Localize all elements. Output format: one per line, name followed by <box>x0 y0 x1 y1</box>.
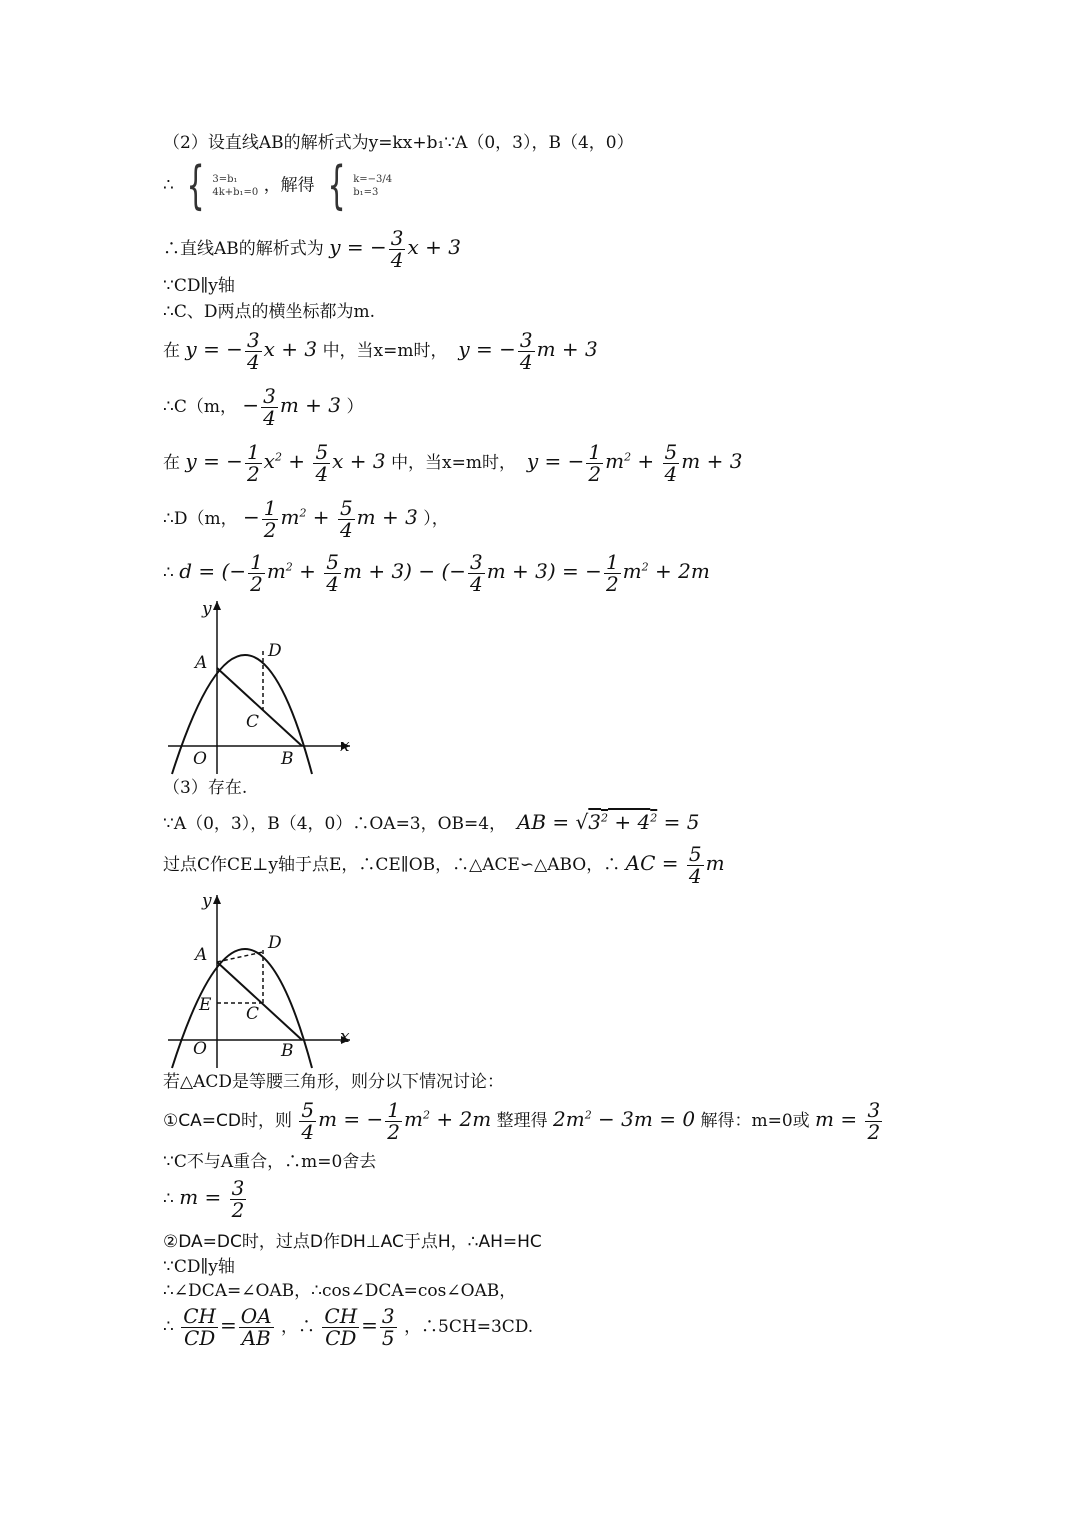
figure-1-label-a: A <box>195 653 208 673</box>
line-same-abscissa: ∴C、D两点的横坐标都为m. <box>163 302 375 322</box>
figure-1-label-o: O <box>193 749 207 769</box>
figure-1-label-b: B <box>281 749 294 769</box>
line-point-c: ∴C（m， − $\frac{3}{4}$ m + 3 ） <box>163 384 364 430</box>
figure-1-label-y: y <box>202 599 212 619</box>
line-d-substitute: 在 y = − $\frac{1}{2}$ $x^2$ + $\frac{5}{4}$ x + 3 中，当x=m时， y = − $\frac{1}{2}$ $m^2$ + $\frac{5}{4}$ m + 3 <box>163 440 743 486</box>
figure-1-label-d: D <box>268 641 282 661</box>
line-part3-exists: （3）存在. <box>163 778 248 798</box>
figure-2-parabola <box>160 890 360 1072</box>
line-system: ∴ { 3=b₁ 4k+b₁=0 ，解得 { k=−3/4 b₁=3 <box>163 156 393 216</box>
figure-2-label-a: A <box>195 945 208 965</box>
figure-2-label-x: x <box>340 1027 350 1047</box>
equation-system-1: { 3=b₁ 4k+b₁=0 <box>186 156 259 216</box>
figure-2-label-c: C <box>246 1004 260 1024</box>
line-similar-triangles: 过点C作CE⊥y轴于点E，∴CE∥OB，∴△ACE∽△ABO，∴ AC = $\frac{5}{4}$ m <box>163 842 725 888</box>
line-ab-equation: ∴直线AB的解析式为 y = − $\frac{3}{4}$ x + 3 <box>163 226 461 272</box>
line-case-2: ②DA=DC时，过点D作DH⊥AC于点H，∴AH=HC <box>163 1232 542 1252</box>
line-case-1: ①CA=CD时，则 $\frac{5}{4}$ m = − $\frac{1}{2}$ $m^2 + 2m$ 整理得 $2m^2 - 3m = 0$ 解得：m=0或 m = $\frac{3}{2}$ <box>163 1098 881 1144</box>
line-isosceles-cases: 若△ACD是等腰三角形，则分以下情况讨论： <box>163 1072 504 1092</box>
line-setup-ab: （2）设直线AB的解析式为y=kx+b₁∵A（0，3），B（4，0） <box>163 133 634 153</box>
line-point-d: ∴D（m， − $\frac{1}{2}$ $m^2$ + $\frac{5}{4}$ m + 3 ）， <box>163 496 449 542</box>
figure-1-label-c: C <box>246 712 260 732</box>
line-ratio: ∴ $\frac{CH}{CD}$ = $\frac{OA}{AB}$ ，∴ $\frac{CH}{CD}$ = $\frac{3}{5}$ ，∴5CH=3CD. <box>163 1304 534 1350</box>
line-cd-parallel-2: ∵CD∥y轴 <box>163 1257 235 1277</box>
line-angle-equal: ∴∠DCA=∠OAB，∴cos∠DCA=cos∠OAB， <box>163 1281 517 1301</box>
line-m-value: ∴ m = $\frac{3}{2}$ <box>163 1176 245 1222</box>
line-c-substitute: 在 y = − $\frac{3}{4}$ x + 3 中，当x=m时， y = − $\frac{3}{4}$ m + 3 <box>163 328 598 374</box>
figure-2-label-e: E <box>199 995 212 1015</box>
figure-2-label-b: B <box>281 1041 294 1061</box>
line-discard-zero: ∵C不与A重合，∴m=0舍去 <box>163 1152 377 1172</box>
line-d-expression: ∴ d = (− $\frac{1}{2}$ $m^2$ + $\frac{5}{4}$ m + 3) − (− $\frac{3}{4}$ m + 3) = − $\frac{1}{2}$ $m^2 + 2m$ <box>163 550 710 596</box>
figure-1-label-x: x <box>340 736 350 756</box>
figure-2-label-o: O <box>193 1039 207 1059</box>
figure-2-label-y: y <box>202 891 212 911</box>
line-cd-parallel: ∵CD∥y轴 <box>163 276 235 296</box>
figure-2-label-d: D <box>268 933 282 953</box>
line-ab-length: ∵A（0，3），B（4，0）∴OA=3，OB=4， AB = $√3^2 + 4^2 = 5$ <box>163 810 700 834</box>
equation-system-2: { k=−3/4 b₁=3 <box>327 156 393 216</box>
figure-1-parabola <box>160 596 360 778</box>
